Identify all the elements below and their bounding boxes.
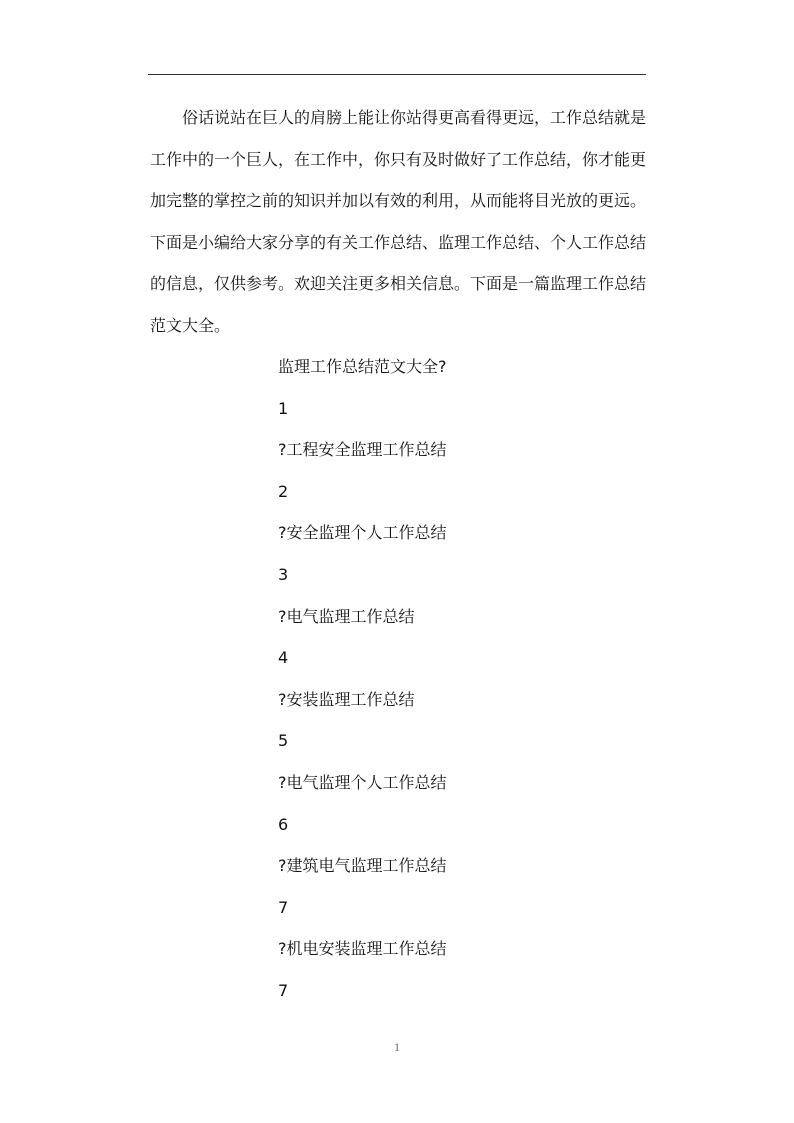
- table-of-contents: [278, 346, 638, 1012]
- intro-paragraph: 俗话说站在巨人的肩膀上能让你站得更高看得更远，工作总结就是工作中的一个巨人，在工作中，你只有及时做好了工作总结，你才能更加完整的掌控之前的知识并加以有效的利用，从而能将目光放的更远。下面是小编给大家分享的有关工作总结、监理工作总结、个人工作总结的信息，仅供参考。欢迎关注更多相关信息。下面是一篇监理工作总结范文大全。: [150, 108, 647, 335]
- toc-item: ?安全监理个人工作总结: [278, 523, 447, 543]
- toc-number: 4: [278, 648, 289, 668]
- toc-item: ?电气监理工作总结: [278, 606, 415, 626]
- toc-number: 6: [278, 814, 289, 834]
- toc-title: 监理工作总结范文大全?: [278, 357, 447, 376]
- toc-number: 7: [278, 980, 289, 1000]
- toc-number: 5: [278, 731, 289, 751]
- header-rule: [148, 74, 646, 75]
- page-number: 1: [394, 1040, 400, 1054]
- toc-number: 1: [278, 398, 289, 418]
- toc-number: 7: [278, 897, 289, 917]
- toc-item: ?建筑电气监理工作总结: [278, 856, 447, 876]
- toc-number: 3: [278, 564, 289, 584]
- toc-item: ?安装监理工作总结: [278, 689, 415, 709]
- toc-item: ?电气监理个人工作总结: [278, 772, 447, 792]
- toc-item: ?机电安装监理工作总结: [278, 939, 447, 959]
- toc-number: 2: [278, 481, 289, 501]
- toc-item: ?工程安全监理工作总结: [278, 440, 447, 460]
